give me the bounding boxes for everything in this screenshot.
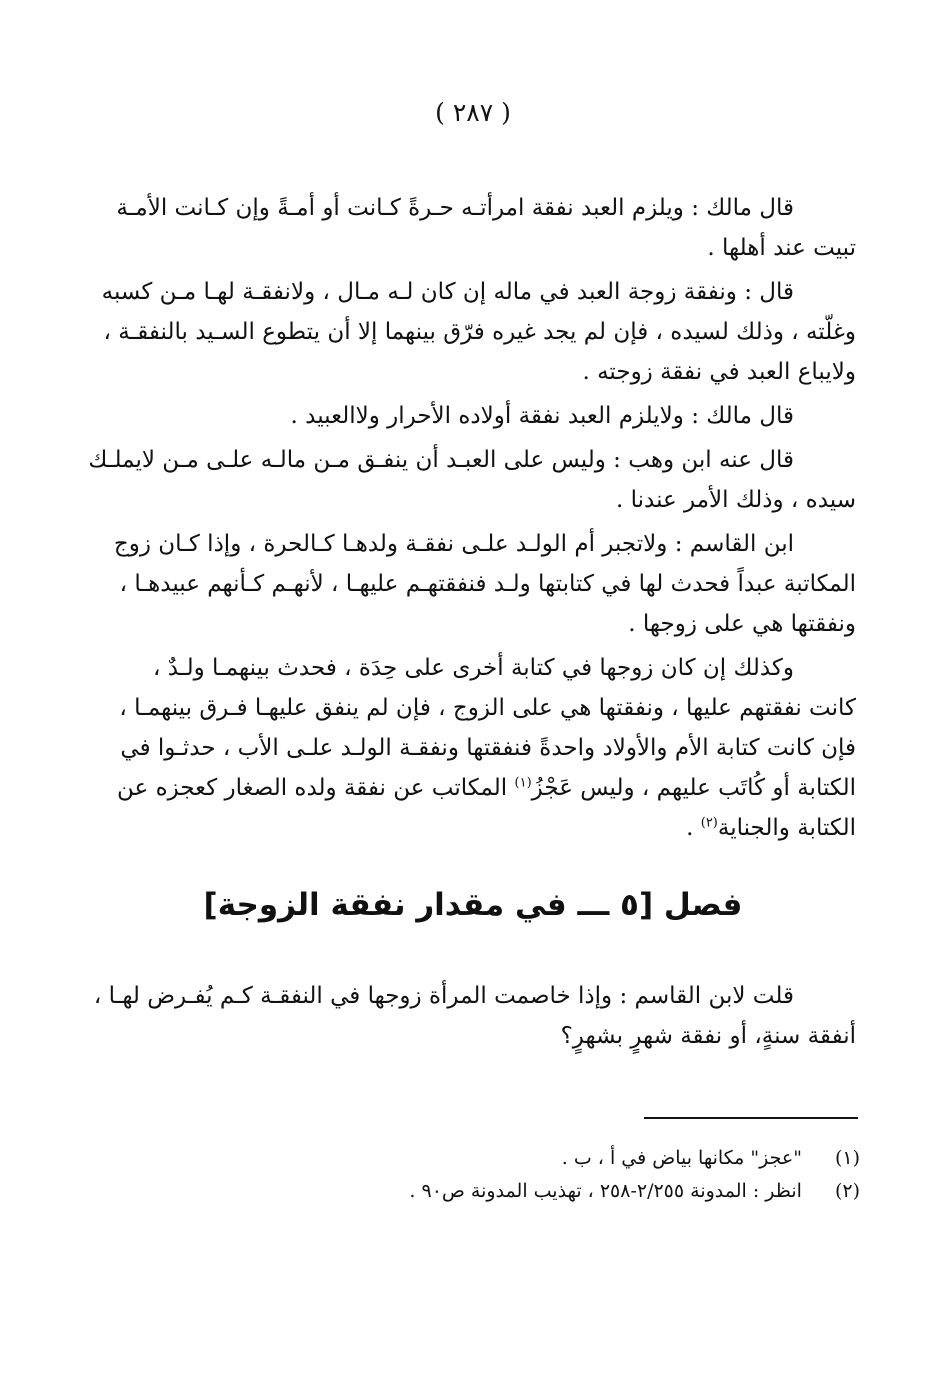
- paragraph-5: [80, 524, 856, 644]
- footnote-ref-1: (١): [514, 775, 532, 791]
- paragraph-3: [80, 396, 856, 436]
- paragraph-line: كانت نفقتهم عليها ، ونفقتها هي على الزوج ، فإن لم ينفق عليهـا فـرق بينهمـا ،: [119, 695, 856, 721]
- question-line: أنفقة سنةٍ، أو نفقة شهرٍ بشهرٍ؟: [560, 1023, 856, 1049]
- question-paragraph: [80, 976, 856, 1056]
- paragraph-line: سيده ، وذلك الأمر عندنا .: [615, 487, 856, 513]
- paragraph-line: ابن القاسم : ولاتجبر أم الولـد علـى نفقـة ولدهـا كـالحرة ، وإذا كـان زوج: [113, 531, 794, 557]
- paragraph-1: [80, 188, 856, 268]
- paragraph-line: قال عنه ابن وهب : وليس على العبـد أن ينفـق مـن مالـه علـى مـن لايملـك: [88, 447, 794, 473]
- paragraph-line: ولايباع العبد في نفقة زوجته .: [582, 359, 856, 385]
- paragraph-line-text: الكتابة والجناية: [717, 815, 856, 841]
- footnote-2: [250, 1175, 860, 1208]
- paragraph-line: ونفقتها هي على زوجها .: [628, 611, 856, 637]
- paragraph-line: قال مالك : ويلزم العبد نفقة امرأتـه حـرةً كـانت أو أمـةً وإن كـانت الأمـة: [116, 195, 794, 221]
- footnote-text: "عجز" مكانها بياض في أ ، ب .: [561, 1147, 802, 1169]
- paragraph-2: [80, 272, 856, 392]
- paragraph-line: فإن كانت كتابة الأم والأولاد واحدةً فنفقتها ونفقـة الولـد علـى الأب ، حدثـوا في: [120, 735, 856, 761]
- paragraph-6: [80, 648, 856, 848]
- paragraph-line-text: المكاتب عن نفقة ولده الصغار كعجزه عن: [117, 775, 515, 801]
- footnote-1: [250, 1142, 860, 1175]
- footnote-divider: [644, 1117, 858, 1119]
- footnote-ref-2: (٢): [700, 815, 718, 831]
- body-text: [80, 188, 856, 852]
- section-heading: فصل [٥ ـــ في مقدار نفقة الزوجة]: [203, 887, 743, 923]
- paragraph-line: قال مالك : ولايلزم العبد نفقة أولاده الأحرار ولاالعبيد .: [290, 403, 794, 429]
- paragraph-line: وغلّته ، وذلك لسيده ، فإن لم يجد غيره فرّق بينهما إلا أن يتطوع السـيد بالنفقـة ،: [103, 319, 856, 345]
- page-number: ( ٢٨٧ ): [435, 98, 511, 127]
- question-line: قلت لابن القاسم : وإذا خاصمت المرأة زوجها في النفقـة كـم يُفـرض لهـا ،: [93, 983, 794, 1009]
- paragraph-line-with-footnote-ref: [80, 808, 856, 848]
- paragraph-line-with-footnote-ref: [80, 768, 856, 808]
- footnote-mark: (٢): [834, 1180, 860, 1202]
- footnote-text: انظر : المدونة ٢/٢٥٥-٢٥٨ ، تهذيب المدونة ص٩٠ .: [409, 1180, 802, 1202]
- paragraph-line-text: الكتابة أو كُاتَب عليهم ، وليس عَجْزُ: [531, 775, 856, 801]
- paragraph-line: المكاتبة عبداً فحدث لها في كتابتها ولـد فنفقتهـم عليهـا ، لأنهـم كـأنهم عبيدهـا ،: [119, 571, 856, 597]
- paragraph-line: قال : ونفقة زوجة العبد في ماله إن كان لـه مـال ، ولانفقـة لهـا مـن كسبه: [101, 279, 794, 305]
- paragraph-line-text: .: [686, 815, 701, 841]
- paragraph-line: تبيت عند أهلها .: [707, 235, 856, 261]
- footnotes: [250, 1142, 860, 1208]
- paragraph-4: [80, 440, 856, 520]
- footnote-mark: (١): [834, 1147, 860, 1169]
- paragraph-line: وكذلك إن كان زوجها في كتابة أخرى على حِدَة ، فحدث بينهمـا ولـدٌ ،: [153, 655, 794, 681]
